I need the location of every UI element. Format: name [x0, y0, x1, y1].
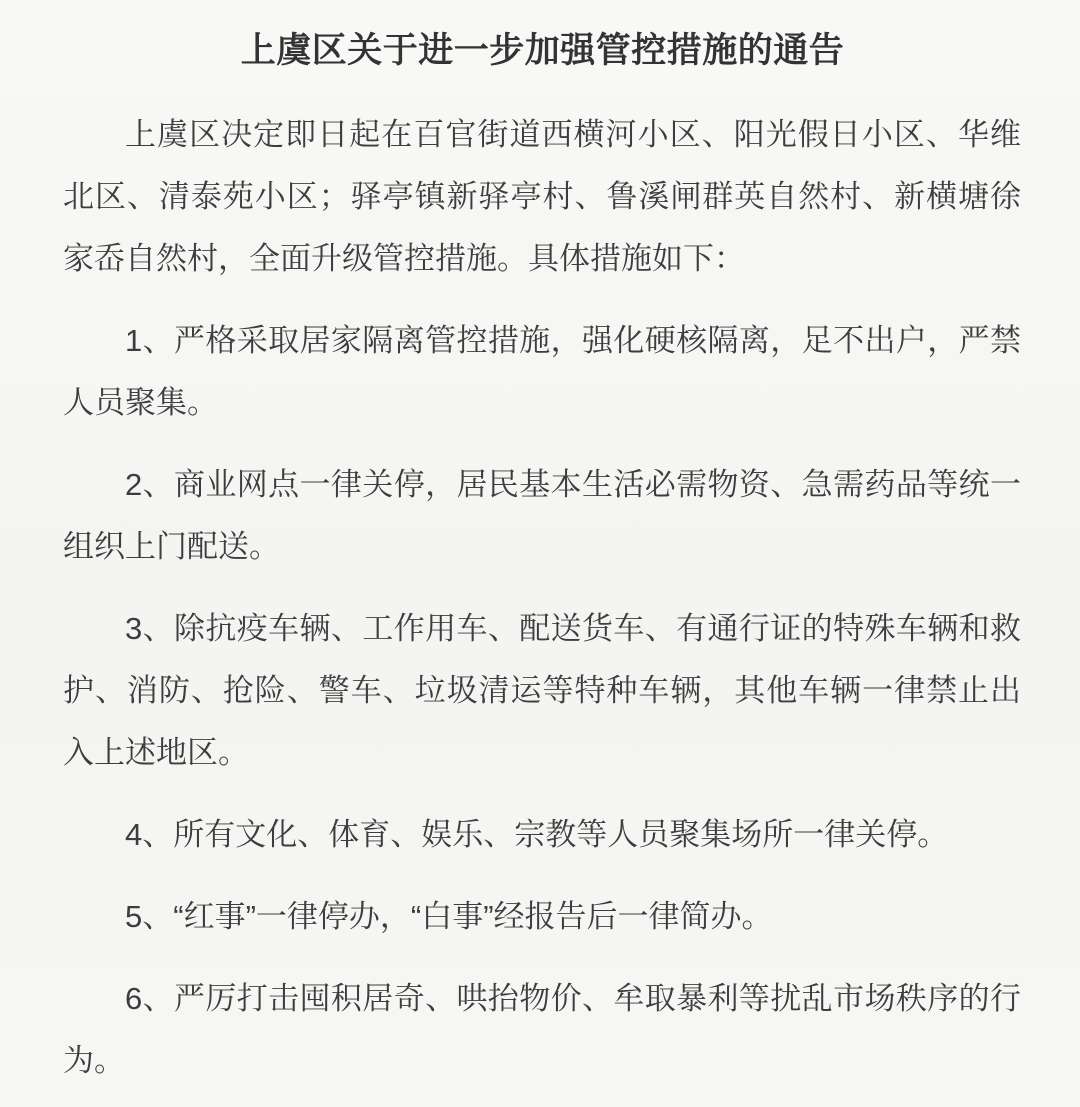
notice-title: 上虞区关于进一步加强管控措施的通告: [240, 31, 845, 70]
notice-item-2: 2、商业网点一律关停，居民基本生活必需物资、急需药品等统一组织上门配送。: [63, 467, 1021, 564]
notice-item-5: 5、“红事”一律停办，“白事”经报告后一律简办。: [125, 899, 773, 934]
notice-item-3: 3、除抗疫车辆、工作用车、配送货车、有通行证的特殊车辆和救护、消防、抢险、警车、垃圾清运等特种车辆，其他车辆一律禁止出入上述地区。: [63, 611, 1021, 770]
notice-item-6: 6、严厉打击囤积居奇、哄抬物价、牟取暴利等扰乱市场秩序的行为。: [63, 981, 1021, 1078]
notice-item-4: 4、所有文化、体育、娱乐、宗教等人员聚集场所一律关停。: [125, 817, 949, 852]
notice-intro-paragraph: 上虞区决定即日起在百官街道西横河小区、阳光假日小区、华维北区、清泰苑小区；驿亭镇新驿亭村、鲁溪闸群英自然村、新横塘徐家岙自然村，全面升级管控措施。具体措施如下：: [63, 117, 1021, 276]
notice-item-1: 1、严格采取居家隔离管控措施，强化硬核隔离，足不出户，严禁人员聚集。: [63, 323, 1021, 420]
